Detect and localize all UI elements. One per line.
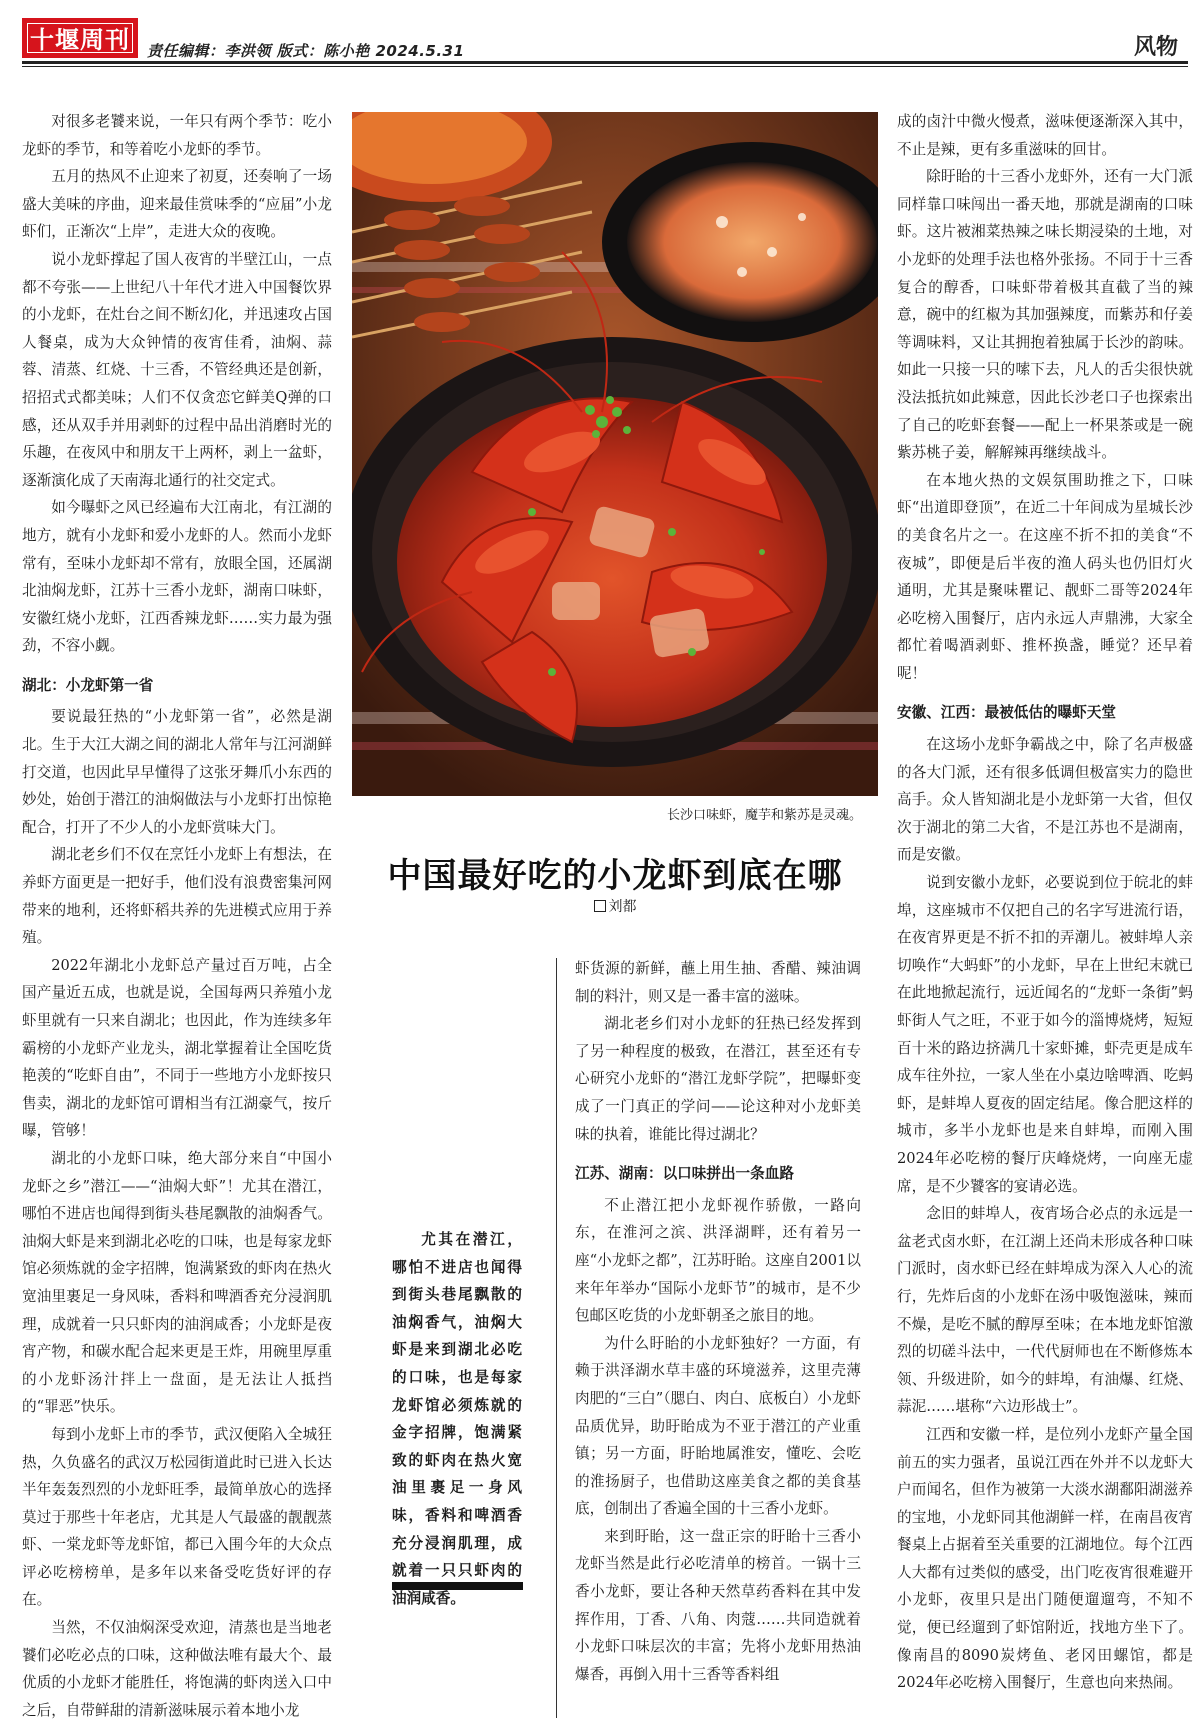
section-label: 风物 [1133,35,1178,60]
pull-quote-text: 尤其在潜江，哪怕不进店也闻得到街头巷尾飘散的油焖香气，油焖大虾是来到湖北必吃的口味，也是每家龙虾馆必须炼就的金字招牌，饱满紧致的虾肉在热火宽油里裹足一身风味，香料和啤酒香充分浸润肌理，成就着一只只虾肉的油润咸香。 [392,1231,522,1607]
paragraph: 江西和安徽一样，是位列小龙虾产量全国前五的实力强者，虽说江西在外并不以龙虾大户而闻名，但作为被第一大淡水湖鄱阳湖滋养的宝地，小龙虾同其他湖鲜一样，在南昌夜宵餐桌上占据着至关重要的江湖地位。每个江西人大都有过类似的感受，出门吃夜宵很难避开小龙虾，夜里只是出门随便遛遛弯，不知不觉，便已经遛到了虾馆附近，找地方坐下了。像南昌的8090炭烤鱼、老冈田螺馆，都是2024年必吃榜入围餐厅，生意也向来热闹。 [897,1425,1193,1692]
crayfish-photo-illustration [352,112,878,796]
subheading-jiangsu-hunan: 江苏、湖南：以口味拼出一条血路 [575,1165,794,1183]
masthead-text: 十堰周刊 [30,25,130,54]
paragraph: 说到安徽小龙虾，必要说到位于皖北的蚌埠，这座城市不仅把自己的名字写进流行语，在夜宵界更是不折不扣的弄潮儿。被蚌埠人亲切唤作“大蚂虾”的小龙虾，早在上世纪末就已在此地掀起流行，远近闻名的“龙虾一条街”蚂虾街人气之旺，不亚于如今的淄博烧烤，短短百十米的路边挤满几十家虾摊，虾壳更是成车成车往外拉，一家人坐在小桌边啥啤酒、吃蚂虾，是蚌埠人夏夜的固定结尾。像合肥这样的城市，多半小龙虾也是来自蚌埠，而刚入围2024年必吃榜的餐厅庆峰烧烤，一向座无虚席，是不少饕客的宴请必选。 [897,874,1193,1195]
byline [352,896,878,916]
byline-box-icon [594,900,606,912]
column-3 [575,955,861,1688]
paragraph: 在这场小龙虾争霸战之中，除了名声极盛的各大门派，还有很多低调但极富实力的隐世高手。众人皆知湖北是小龙虾第一大省，但仅次于湖北的第二大省，不是江苏也不是湖南，而是安徽。 [897,736,1193,864]
paragraph: 2022年湖北小龙虾总产量过百万吨，占全国产量近五成，也就是说，全国每两只养殖小龙虾里就有一只来自湖北；也因此，作为连续多年霸榜的小龙虾产业龙头，湖北掌握着让全国吃货艳羡的“吃虾自由”，不同于一些地方小龙虾按只售卖，湖北的龙虾馆可谓相当有江湖豪气，按斤曝，管够！ [22,956,332,1140]
photo-caption: 长沙口味虾，魔芋和紫苏是灵魂。 [666,808,862,823]
author-name: 刘都 [608,899,637,915]
paragraph: 当然，不仅油焖深受欢迎，清蒸也是当地老饕们必吃必点的口味，这种做法唯有最大个、最优质的小龙虾才能胜任，将饱满的虾肉送入口中之后，自带鲜甜的清新滋味展示着本地小龙 [22,1619,332,1719]
pull-quote-bar [392,1582,523,1590]
paragraph: 除盱眙的十三香小龙虾外，还有一大门派同样靠口味闯出一番天地，那就是湖南的口味虾。这片被湘菜热辣之味长期浸染的土地，对小龙虾的处理手法也格外张扬。不同于十三香复合的醇香，口味虾带着极其直截了当的辣意，碗中的红椒为其加强辣度，而紫苏和仔姜等调味料，又让其拥抱着独属于长沙的韵味。如此一只接一只的嗦下去，凡人的舌尖很快就没法抵抗如此辣意，因此长沙老口子也探索出了自己的吃虾套餐——配上一杯果茶或是一碗紫苏桃子姜，解解辣再继续战斗。 [897,168,1193,462]
paragraph: 成的卤汁中微火慢煮，滋味便逐渐深入其中，不止是辣，更有多重滋味的回甘。 [897,113,1193,158]
paragraph: 为什么盱眙的小龙虾独好？一方面，有赖于洪泽湖水草丰盛的环境滋养，这里壳薄肉肥的“三白”（腮白、肉白、底板白）小龙虾品质优异，助盱眙成为不亚于潜江的产业重镇；另一方面，盱眙地属淮安，懂吃、会吃的淮扬厨子，也借助这座美食之都的美食基底，创制出了香遍全国的十三香小龙虾。 [575,1334,861,1518]
editor-credit: 责任编辑：李洪领 版式：陈小艳 2024.5.31 [147,42,465,60]
paragraph: 虾货源的新鲜，蘸上用生抽、香醋、辣油调制的料汁，则又是一番丰富的滋味。 [575,960,861,1005]
paragraph: 湖北老乡们不仅在烹饪小龙虾上有想法，在养虾方面更是一把好手，他们没有浪费密集河网带来的地利，还将虾稻共养的先进模式应用于养殖。 [22,846,332,947]
masthead-logo [22,18,138,58]
column-divider [556,958,557,1718]
paragraph: 念旧的蚌埠人，夜宵场合必点的永远是一盆老式卤水虾，在江湖上还尚未形成各种口味门派时，卤水虾已经在蚌埠成为深入人心的流行，先炸后卤的小龙虾在汤中吸饱滋味，辣而不燥，是吃不腻的醇厚至味；在本地龙虾馆激烈的切磋斗法中，一代代厨师也在不断修炼本领、升级进阶，如今的蚌埠，有油爆、红烧、蒜泥……堪称“六边形战士”。 [897,1205,1193,1416]
subheading-anhui-jiangxi: 安徽、江西：最被低估的曝虾天堂 [897,704,1116,722]
column-1 [22,108,332,1724]
paragraph: 说小龙虾撑起了国人夜宵的半壁江山，一点都不夸张——上世纪八十年代才进入中国餐饮界的小龙虾，在灶台之间不断幻化，并迅速攻占国人餐桌，成为大众钟情的夜宵佳肴，油焖、蒜蓉、清蒸、红烧、十三香，不管经典还是创新，招招式式都美味；人们不仅贪恋它鲜美Q弹的口感，还从双手并用剥虾的过程中品出消磨时光的乐趣，在夜风中和朋友干上两杯，剥上一盆虾，逐渐演化成了天南海北通行的社交定式。 [22,250,332,489]
paragraph: 对很多老饕来说，一年只有两个季节：吃小龙虾的季节，和等着吃小龙虾的季节。 [22,113,332,158]
subheading-hubei: 湖北：小龙虾第一省 [22,676,154,694]
paragraph: 湖北老乡们对小龙虾的狂热已经发挥到了另一种程度的极致，在潜江，甚至还有专心研究小龙虾的“潜江龙虾学院”，把曝虾变成了一门真正的学问——论这种对小龙虾美味的执着，谁能比得过湖北？ [575,1015,861,1143]
paragraph: 在本地火热的文娱氛围助推之下，口味虾“出道即登顶”，在近二十年间成为星城长沙的美食名片之一。在这座不折不扣的美食“不夜城”，即便是后半夜的渔人码头也仍旧灯火通明，尤其是聚味瞿记、靓虾二哥等2024年必吃榜入围餐厅，店内永远人声鼎沸，大家全都忙着喝酒剥虾、推杯换盏，睡觉？还早着呢！ [897,471,1193,682]
header-rule-thin [22,66,1188,67]
paragraph: 五月的热风不止迎来了初夏，还奏响了一场盛大美味的序曲，迎来最佳赏味季的“应届”小龙虾们，正渐次“上岸”，走进大众的夜晚。 [22,168,332,241]
paragraph: 不止潜江把小龙虾视作骄傲，一路向东，在淮河之滨、洪泽湖畔，还有着另一座“小龙虾之都”，江苏盱眙。这座自2001以来年年举办“国际小龙虾节”的城市，是不少包邮区吃货的小龙虾朝圣之旅目的地。 [575,1196,861,1325]
pull-quote [392,1226,522,1612]
column-4 [897,108,1193,1697]
article-title: 中国最好吃的小龙虾到底在哪 [387,856,843,896]
header-rule [22,61,1188,64]
paragraph: 湖北的小龙虾口味，绝大部分来自“中国小龙虾之乡”潜江——“油焖大虾”！尤其在潜江，哪怕不进店也闻得到街头巷尾飘散的油焖香气。油焖大虾是来到湖北必吃的口味，也是每家龙虾馆必须炼就的金字招牌，饱满紧致的虾肉在热火宽油里裹足一身风味，香料和啤酒香充分浸润肌理，成就着一只只虾肉的油润咸香；小龙虾是夜宵产物，和碳水配合起来更是王炸，用碗里厚重的小龙虾汤汁拌上一盘面，是无法让人抵挡的“罪恶”快乐。 [22,1149,332,1416]
paragraph: 如今曝虾之风已经遍布大江南北，有江湖的地方，就有小龙虾和爱小龙虾的人。然而小龙虾常有，至味小龙虾却不常有，放眼全国，还属湖北油焖龙虾，江苏十三香小龙虾，湖南口味虾，安徽红烧小龙虾，江西香辣龙虾……实力最为强劲，不容小觑。 [22,499,332,655]
crayfish-photo [352,112,878,796]
paragraph: 要说最狂热的“小龙虾第一省”，必然是湖北。生于大江大湖之间的湖北人常年与江河湖鲜打交道，也因此早早懂得了这张牙舞爪小东西的妙处，始创于潜江的油焖做法与小龙虾打出惊艳配合，打开了不少人的小龙虾赏味大门。 [22,708,332,836]
paragraph: 每到小龙虾上市的季节，武汉便陷入全城狂热，久负盛名的武汉万松园街道此时已进入长达半年轰轰烈烈的小龙虾旺季，最简单放心的选择莫过于那些十年老店，尤其是人气最盛的靓靓蒸虾、一棠龙虾等龙虾馆，都已入围今年的大众点评必吃榜榜单，是多年以来备受吃货好评的存在。 [22,1425,332,1609]
paragraph: 来到盱眙，这一盘正宗的盱眙十三香小龙虾当然是此行必吃清单的榜首。一锅十三香小龙虾，要让各种天然草药香料在其中发挥作用，丁香、八角、肉蔻……共同造就着小龙虾口味层次的丰富；先将小龙虾用热油爆香，再倒入用十三香等香料组 [575,1527,861,1683]
